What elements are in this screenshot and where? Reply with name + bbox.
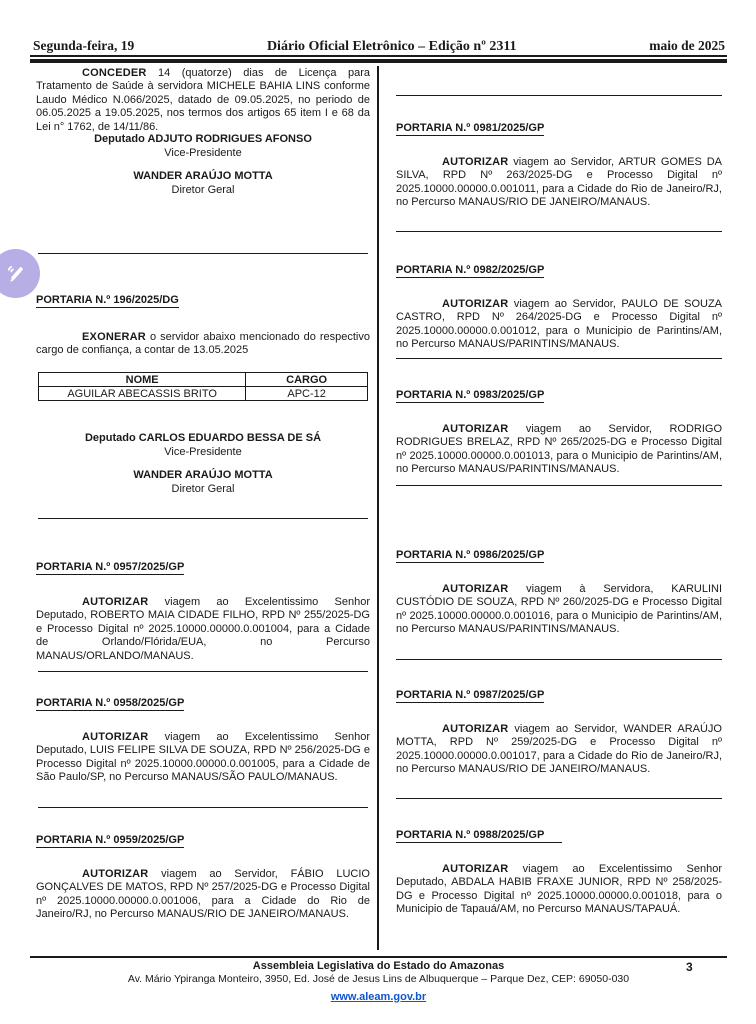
- table-header-nome: NOME: [39, 373, 246, 387]
- header-rule-thin: [30, 55, 727, 57]
- table-row: [39, 387, 368, 401]
- portaria-title: PORTARIA N.º 0983/2025/GP: [396, 389, 545, 401]
- portaria-body: AUTORIZAR viagem ao Excelentissimo Senhor Deputado, ROBERTO MAIA CIDADE FILHO, RPD Nº 255/2025-DG e Processo Digital nº 2025.10000.00000.0.001004, para a Cidade de Orlando/Flórida/EUA, no Percurso MANAUS/ORLANDO/MANAUS.: [36, 596, 370, 662]
- portaria-title: PORTARIA N.º 196/2025/DG: [36, 294, 179, 306]
- signature-block: [36, 432, 370, 459]
- masthead: [33, 38, 725, 55]
- footer-org-name: Assembleia Legislativa do Estado do Amazonas: [252, 960, 505, 972]
- annotate-fab-button[interactable]: [0, 249, 40, 298]
- portaria-body: AUTORIZAR viagem à Servidora, KARULINI CUSTÓDIO DE SOUZA, RPD Nº 260/2025-DG e Processo Digital nº 2025.10000.00000.0.001016, para o Municipio de Parintins/AM, no Percurso MANAUS/PARINTINS/MANAUS.: [396, 583, 722, 636]
- portaria-body: AUTORIZAR viagem ao Servidor, PAULO DE SOUZA CASTRO, RPD Nº 264/2025-DG e Processo Digital nº 2025.10000.00000.0.001012, para o Municipio de Parintins/AM, no Percurso MANAUS/PARINTINS/MANAUS.: [396, 298, 722, 351]
- signature-name: Deputado ADJUTO RODRIGUES AFONSO: [94, 133, 312, 145]
- portaria-body: AUTORIZAR viagem ao Excelentissimo Senhor Deputado, LUIS FELIPE SILVA DE SOUZA, RPD Nº 256/2025-DG e Processo Digital nº 2025.10000.00000.0.001005, para a Cidade de São Paulo/SP, no Percurso MANAUS/SÃO PAULO/MANAUS.: [36, 731, 370, 784]
- section-rule: [396, 659, 722, 660]
- signature-block: [36, 133, 370, 160]
- page-number: 3: [686, 960, 693, 974]
- header-month: maio de 2025: [649, 38, 725, 53]
- signature-role: Vice-Presidente: [164, 146, 242, 159]
- portaria-title: PORTARIA N.º 0986/2025/GP: [396, 549, 545, 561]
- header-title: Diário Oficial Eletrônico – Edição nº 2311: [266, 39, 517, 54]
- portaria-title: PORTARIA N.º 0957/2025/GP: [36, 561, 185, 573]
- signature-name: WANDER ARAÚJO MOTTA: [133, 469, 273, 481]
- signature-block: [36, 170, 370, 197]
- portaria-title: PORTARIA N.º 0982/2025/GP: [396, 264, 545, 276]
- portaria-body: AUTORIZAR viagem ao Servidor, FÁBIO LUCIO GONÇALVES DE MATOS, RPD Nº 257/2025-DG e Processo Digital nº 2025.10000.00000.0.001006, para a Cidade do Rio de Janeiro/RJ, no Percurso MANAUS/RIO DE JANEIRO/MANAUS.: [36, 868, 370, 921]
- footer-website-link[interactable]: www.aleam.gov.br: [330, 990, 427, 1003]
- portaria-body: AUTORIZAR viagem ao Servidor, RODRIGO RODRIGUES BRELAZ, RPD Nº 265/2025-DG e Processo Digital nº 2025.10000.00000.0.001013, para o Municipio de Parintins/AM, no Percurso MANAUS/PARINTINS/MANAUS.: [396, 423, 722, 476]
- footer: [30, 960, 727, 1005]
- table-header-row: [39, 373, 368, 387]
- section-rule: [396, 358, 722, 359]
- table-cell-nome: AGUILAR ABECASSIS BRITO: [39, 387, 246, 401]
- portaria-title: PORTARIA N.º 0958/2025/GP: [36, 697, 185, 709]
- portaria-body: AUTORIZAR viagem ao Excelentissimo Senhor Deputado, ABDALA HABIB FRAXE JUNIOR, RPD Nº 258/2025-DG e Processo Digital nº 2025.10000.00000.0.001018, para o Municipio de Tapauá/AM, no Percurso MANAUS/TAPAUÁ.: [396, 863, 722, 916]
- section-rule: [396, 231, 722, 232]
- footer-address: Av. Mário Ypiranga Monteiro, 3950, Ed. José de Jesus Lins de Albuquerque – Parque Dez, CEP: 69050-030: [127, 973, 630, 985]
- signature-name: WANDER ARAÚJO MOTTA: [133, 170, 273, 182]
- section-rule: [396, 485, 722, 486]
- column-divider: [377, 66, 379, 950]
- section-rule: [396, 95, 722, 96]
- table-cell-cargo: APC-12: [246, 387, 368, 401]
- exoneration-table: [38, 372, 368, 401]
- pen-icon: [3, 261, 29, 287]
- footer-rule: [30, 956, 727, 958]
- signature-block: [36, 469, 370, 496]
- signature-name: Deputado CARLOS EDUARDO BESSA DE SÁ: [84, 432, 322, 444]
- section-rule: [38, 253, 368, 254]
- section-rule: [38, 671, 368, 672]
- conceder-lead: CONCEDER: [82, 67, 147, 79]
- conceder-paragraph: CONCEDER 14 (quatorze) dias de Licença para Tratamento de Saúde à servidora MICHELE BAHIA LINS conforme Laudo Médico N.066/2025, datado de 09.05.2025, no periodo de 06.05.2025 a 19.05.2025, nos termos dos artigos 65 item I e 68 da Lei n° 1762, de 14/11/86.: [36, 67, 370, 133]
- portaria-title: PORTARIA N.º 0988/2025/GP: [396, 829, 722, 841]
- signature-role: Diretor Geral: [171, 183, 235, 196]
- table-header-cargo: CARGO: [246, 373, 368, 387]
- exonerar-paragraph: EXONERAR o servidor abaixo mencionado do respectivo cargo de confiança, a contar de 13.05.2025: [36, 331, 370, 357]
- portaria-title: PORTARIA N.º 0987/2025/GP: [396, 689, 545, 701]
- section-rule: [38, 518, 368, 519]
- header-weekday: Segunda-feira, 19: [33, 38, 135, 53]
- portaria-body: AUTORIZAR viagem ao Servidor, ARTUR GOMES DA SILVA, RPD Nº 263/2025-DG e Processo Digital nº 2025.10000.00000.0.001011, para a Cidade do Rio de Janeiro/RJ, no Percurso MANAUS/RIO DE JANEIRO/MANAUS.: [396, 156, 722, 209]
- header-rule-thick: [30, 59, 727, 63]
- portaria-body: AUTORIZAR viagem ao Servidor, WANDER ARAÚJO MOTTA, RPD Nº 259/2025-DG e Processo Digital nº 2025.10000.00000.0.001017, para a Cidade do Rio de Janeiro/RJ, no Percurso MANAUS/RIO DE JANEIRO/MANAUS.: [396, 723, 722, 776]
- section-rule: [396, 798, 722, 799]
- portaria-title: PORTARIA N.º 0981/2025/GP: [396, 122, 545, 134]
- section-rule: [38, 807, 368, 808]
- signature-role: Vice-Presidente: [164, 445, 242, 458]
- portaria-title: PORTARIA N.º 0959/2025/GP: [36, 834, 185, 846]
- signature-role: Diretor Geral: [171, 482, 235, 495]
